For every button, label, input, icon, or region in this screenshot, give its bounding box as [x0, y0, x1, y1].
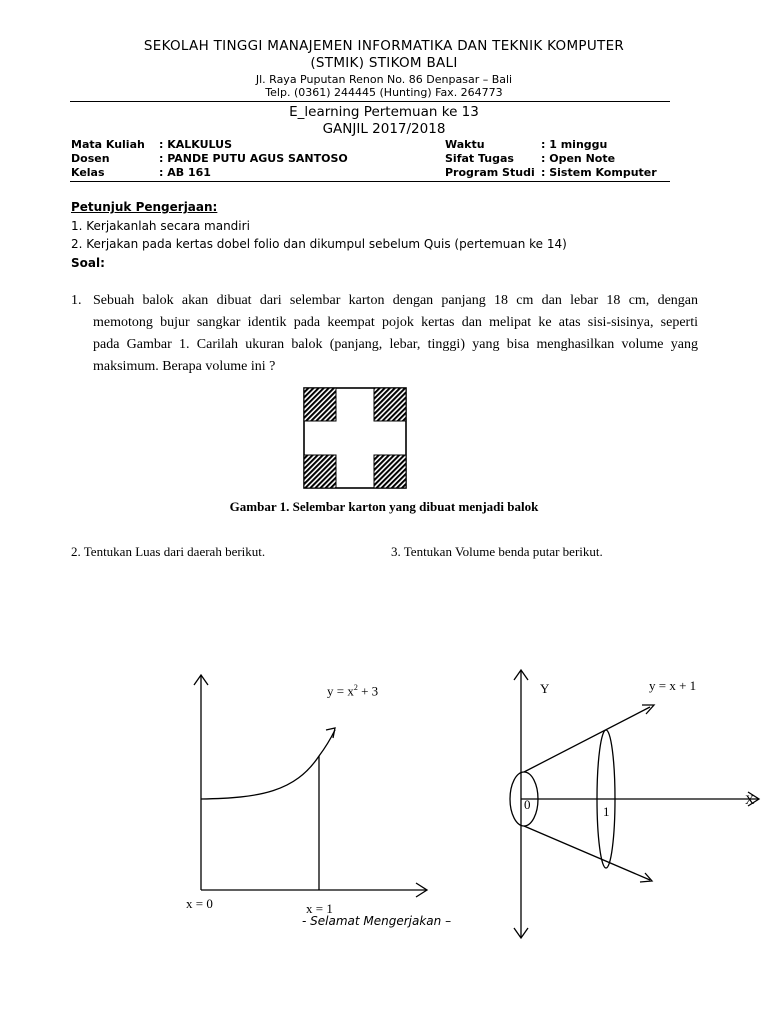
info-value: : AB 161: [159, 166, 211, 179]
info-row-lecturer: [71, 152, 348, 166]
curve-equation-label: [327, 683, 378, 699]
info-row-course: [71, 138, 348, 152]
info-label: Mata Kuliah: [71, 138, 145, 151]
institution-short-name: (STMIK) STIKOM BALI: [310, 55, 458, 71]
x-axis-label: X: [745, 792, 755, 807]
origin-label: 0: [524, 797, 531, 812]
question-1-text: [93, 290, 698, 378]
info-value: : Open Note: [541, 152, 616, 165]
instruction-item: 2. Kerjakan pada kertas dobel folio dan dikumpul sebelum Quis (pertemuan ke 14): [71, 237, 567, 251]
line-equation-label: y = x + 1: [649, 678, 697, 693]
info-label: Kelas: [71, 166, 105, 179]
parabola-curve: [201, 730, 335, 799]
x1-label: x = 1: [306, 901, 333, 916]
y-axis-label: Y: [540, 681, 550, 696]
info-left: [71, 138, 348, 180]
questions-heading: Soal:: [71, 256, 105, 270]
closing-message: - Selamat Mengerjakan –: [302, 914, 452, 928]
curve-equation-rest: + 3: [357, 683, 379, 699]
institution-name: SEKOLAH TINGGI MANAJEMEN INFORMATIKA DAN TEKNIK KOMPUTER: [143, 38, 625, 54]
curve-equation-base: y = x: [327, 683, 354, 699]
solid-of-revolution-graph: [500, 665, 762, 945]
curve-equation-exponent: 2: [353, 683, 358, 692]
info-label: Program Studi: [445, 166, 535, 179]
lower-line-reflection: [524, 826, 650, 880]
question-1-line: Sebuah balok akan dibuat dari selembar karton dengan panjang 18 cm dan lebar 18 cm, dengan: [93, 293, 698, 308]
info-row-class: [71, 166, 348, 180]
question-3-text: 3. Tentukan Volume benda putar berikut.: [391, 544, 603, 559]
header-divider: [70, 101, 670, 102]
institution-address: Jl. Raya Puputan Renon No. 86 Denpasar – Bali: [255, 73, 513, 86]
semester-title: GANJIL 2017/2018: [322, 121, 446, 137]
info-value: : KALKULUS: [159, 138, 233, 151]
corner-cut-top-right: [374, 388, 406, 421]
corner-cut-top-left: [304, 388, 336, 421]
assignment-title: E_learning Pertemuan ke 13: [289, 104, 479, 120]
figure-1-caption: Gambar 1. Selembar karton yang dibuat menjadi balok: [229, 499, 539, 514]
info-row-program: [445, 166, 657, 180]
upper-line-y-equals-x-plus-1: [524, 707, 650, 772]
question-1-line: maksimum. Berapa volume ini ?: [93, 359, 276, 374]
question-number: 1.: [71, 293, 82, 308]
cardboard-figure: [303, 387, 407, 489]
info-value: : Sistem Komputer: [541, 166, 657, 179]
corner-cut-bottom-right: [374, 455, 406, 488]
question-2-text: 2. Tentukan Luas dari daerah berikut.: [71, 544, 266, 559]
instruction-item: 1. Kerjakanlah secara mandiri: [71, 219, 250, 233]
info-label: Waktu: [445, 138, 485, 151]
instructions-heading: Petunjuk Pengerjaan:: [71, 200, 218, 214]
corner-cut-bottom-left: [304, 455, 336, 488]
info-right: [445, 138, 657, 180]
curve-arrow-icon: [326, 728, 335, 738]
info-value: : 1 minggu: [541, 138, 608, 151]
question-1-line: memotong bujur sangkar identik pada keempat pojok kertas dan melipat ke atas sisi-sisinya, seperti: [93, 315, 698, 330]
info-label: Sifat Tugas: [445, 152, 514, 165]
x-equals-1-label: 1: [603, 804, 610, 819]
info-row-nature: [445, 152, 657, 166]
info-divider: [70, 181, 670, 182]
info-value: : PANDE PUTU AGUS SANTOSO: [159, 152, 348, 165]
area-graph: [180, 670, 435, 902]
question-1-line: pada Gambar 1. Carilah ukuran balok (panjang, lebar, tinggi) yang bisa menghasilkan volume yang: [93, 337, 698, 352]
info-row-time: [445, 138, 657, 152]
x0-label: x = 0: [186, 896, 213, 911]
institution-phone: Telp. (0361) 244445 (Hunting) Fax. 264773: [265, 86, 503, 99]
lower-line-arrow-icon: [640, 873, 652, 882]
info-label: Dosen: [71, 152, 110, 165]
